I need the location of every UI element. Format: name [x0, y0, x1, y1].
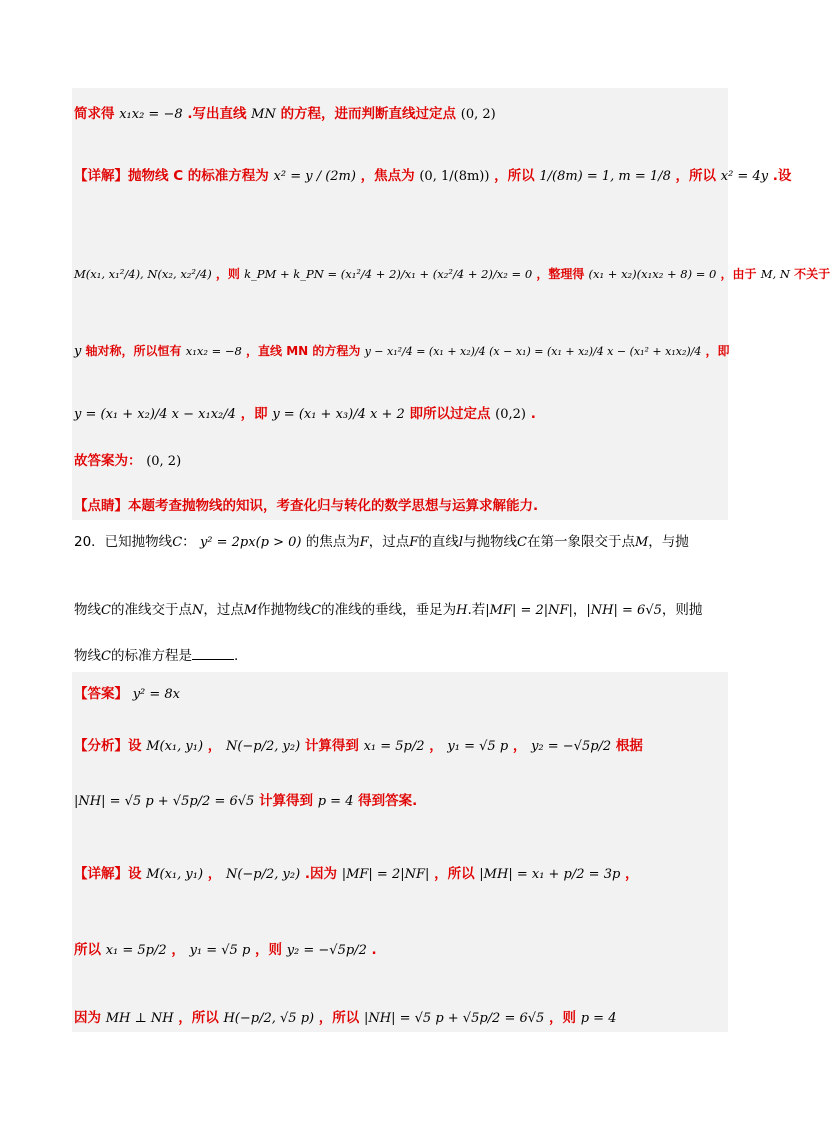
text: ，所以: [318, 1010, 360, 1026]
text: .设: [772, 168, 792, 184]
formula: y = (x₁ + x₃)/4 x + 2: [272, 407, 405, 422]
text: 计算得到: [259, 793, 314, 809]
sol20-fenxi-line2: [74, 795, 417, 809]
text: ，由于: [720, 267, 757, 281]
formula: |MH| = x₁ + p/2 = 3p: [479, 867, 621, 882]
formula: |NH| = 6√5: [586, 603, 662, 618]
text: 与抛物线: [463, 534, 517, 550]
problem20-line1: [74, 536, 689, 550]
text: ，所以: [434, 866, 475, 882]
text: 即所以过定点: [409, 406, 491, 422]
text: 计算得到: [304, 738, 359, 754]
text: 得到答案.: [358, 793, 418, 809]
text: 所以: [74, 942, 101, 958]
formula: y = (x₁ + x₂)/4 x − x₁x₂/4: [74, 407, 236, 422]
formula: N(−p/2, y₂): [225, 867, 301, 882]
text: 的直线: [418, 534, 459, 550]
sol20-xiangjie-line1: [74, 868, 639, 882]
formula: C: [517, 535, 527, 550]
formula: C: [101, 649, 111, 664]
formula: M, N: [760, 267, 790, 281]
text: ，即: [240, 406, 268, 422]
formula: MN: [251, 107, 276, 122]
sol19-line2: [74, 170, 791, 184]
text: 作抛物线: [257, 602, 312, 618]
formula: |NH| = √5 p + √5p/2 = 6√5: [74, 794, 255, 809]
text: ，过点: [368, 534, 410, 550]
dianjing-text: 【点睛】本题考查抛物线的知识，考查化归与转化的数学思想与运算求解能力.: [74, 498, 539, 514]
text: ，: [625, 866, 639, 882]
sol19-line5: [74, 408, 536, 422]
formula: MH ⊥ NH: [105, 1011, 174, 1026]
formula: p = 4: [317, 794, 354, 809]
formula: |MF| = 2|NF|: [485, 603, 573, 618]
formula: y² = 8x: [132, 687, 181, 702]
text: 根据: [615, 738, 643, 754]
text: ，过点: [203, 602, 244, 618]
sol19-line3: [74, 268, 830, 281]
text: 20．已知抛物线: [74, 534, 173, 550]
formula: x₁ = 5p/2: [105, 943, 167, 958]
formula: M: [634, 535, 649, 550]
text: 在第一象限交于点: [526, 534, 635, 550]
text: 简求得: [74, 106, 115, 122]
text: .: [233, 648, 239, 664]
formula: x² = y / (2m): [273, 169, 356, 184]
formula: l: [458, 535, 463, 550]
text: ，即: [705, 344, 730, 358]
formula: H: [456, 603, 468, 618]
text: 因为: [74, 1010, 101, 1026]
text: ，: [429, 738, 443, 754]
formula: F: [359, 535, 369, 550]
text: .: [371, 942, 377, 958]
answer-label: 【答案】: [74, 686, 128, 702]
sol19-line4: [74, 345, 730, 358]
formula: N(−p/2, y₂): [225, 739, 301, 754]
formula: y₂ = −√5p/2: [286, 943, 367, 958]
formula: p = 4: [580, 1011, 617, 1026]
text: .写出直线: [187, 106, 247, 122]
text: 【分析】设: [74, 738, 142, 754]
text: ，焦点为: [360, 168, 415, 184]
formula: (0, 2): [146, 454, 182, 469]
text: ，: [171, 942, 185, 958]
text: 【详解】抛物线 C 的标准方程为: [74, 168, 269, 184]
formula: x² = 4y: [720, 169, 769, 184]
formula: 1/(8m) = 1, m = 1/8: [539, 169, 671, 184]
text: 的准线的垂线，垂足为: [321, 602, 457, 618]
text: ，所以: [178, 1010, 219, 1026]
formula: y: [74, 344, 82, 359]
formula: M(x₁, y₁): [146, 867, 204, 882]
formula: (0,2): [495, 407, 526, 422]
text: 轴对称，所以恒有: [85, 344, 182, 358]
sol19-line7: [74, 500, 538, 514]
formula: C: [101, 603, 111, 618]
sol20-answer: [74, 688, 180, 702]
text: 物线: [74, 602, 101, 618]
problem20-line2: [74, 604, 702, 618]
formula: H(−p/2, √5 p): [223, 1011, 315, 1026]
formula: y₁ = √5 p: [447, 739, 509, 754]
text: .: [530, 406, 536, 422]
text: ，: [512, 738, 527, 754]
text: ，整理得: [536, 267, 585, 281]
text: ，则: [255, 942, 282, 958]
text: ，直线 MN 的方程为: [246, 344, 361, 358]
formula: M(x₁, x₁²/4), N(x₂, x₂²/4): [74, 267, 212, 281]
sol20-yinwei-line: [74, 1012, 616, 1026]
text: ：: [182, 534, 196, 550]
text: ，则: [549, 1010, 577, 1026]
formula: |NH| = √5 p + √5p/2 = 6√5: [364, 1011, 545, 1026]
text: ，: [572, 602, 587, 618]
formula: F: [409, 535, 419, 550]
text: ，与抛: [648, 534, 689, 550]
formula: y² = 2px(p > 0): [199, 535, 302, 550]
text: 的准线交于点: [110, 602, 192, 618]
text: ，所以: [494, 168, 535, 184]
sol19-line1: [74, 108, 496, 122]
solution-box-20: [72, 672, 728, 1032]
text: ，所以: [675, 168, 717, 184]
text: 的标准方程是: [110, 648, 192, 664]
formula: (0, 2): [460, 107, 496, 122]
formula: x₁ = 5p/2: [363, 739, 425, 754]
text: ，则抛: [661, 602, 703, 618]
formula: (0, 1/(8m)): [419, 169, 490, 184]
formula: x₁x₂ = −8: [119, 107, 183, 122]
text: 的焦点为: [305, 534, 360, 550]
formula: M: [243, 603, 258, 618]
text: ，: [207, 738, 222, 754]
formula: C: [172, 535, 183, 550]
answer-blank: [192, 647, 234, 660]
formula: N: [191, 603, 204, 618]
text: 物线: [74, 648, 101, 664]
text: 的方程，进而判断直线过定点: [280, 106, 457, 122]
text: .若: [467, 602, 486, 618]
formula: (x₁ + x₂)(x₁x₂ + 8) = 0: [588, 267, 717, 281]
text: 不关于: [794, 267, 830, 281]
text: ，则: [215, 267, 240, 281]
problem20-line3: [74, 647, 238, 664]
text: 【详解】设: [74, 866, 142, 882]
formula: k_PM + k_PN = (x₁²/4 + 2)/x₁ + (x₂²/4 + 2)/x₂ = 0: [244, 267, 533, 281]
sol19-line6: [74, 455, 181, 469]
text: ，: [207, 866, 222, 882]
sol20-fenxi-line1: [74, 740, 643, 754]
formula: M(x₁, y₁): [146, 739, 204, 754]
formula: y − x₁²/4 = (x₁ + x₂)/4 (x − x₁) = (x₁ + x₂)/4 x − (x₁² + x₁x₂)/4: [364, 345, 702, 358]
formula: x₁x₂ = −8: [185, 344, 242, 358]
formula: y₁ = √5 p: [189, 943, 251, 958]
answer-label: 故答案为：: [74, 453, 142, 469]
formula: |MF| = 2|NF|: [341, 867, 430, 882]
formula: C: [311, 603, 322, 618]
sol20-suoyi-line: [74, 944, 377, 958]
text: .因为: [304, 866, 337, 882]
formula: y₂ = −√5p/2: [531, 739, 612, 754]
